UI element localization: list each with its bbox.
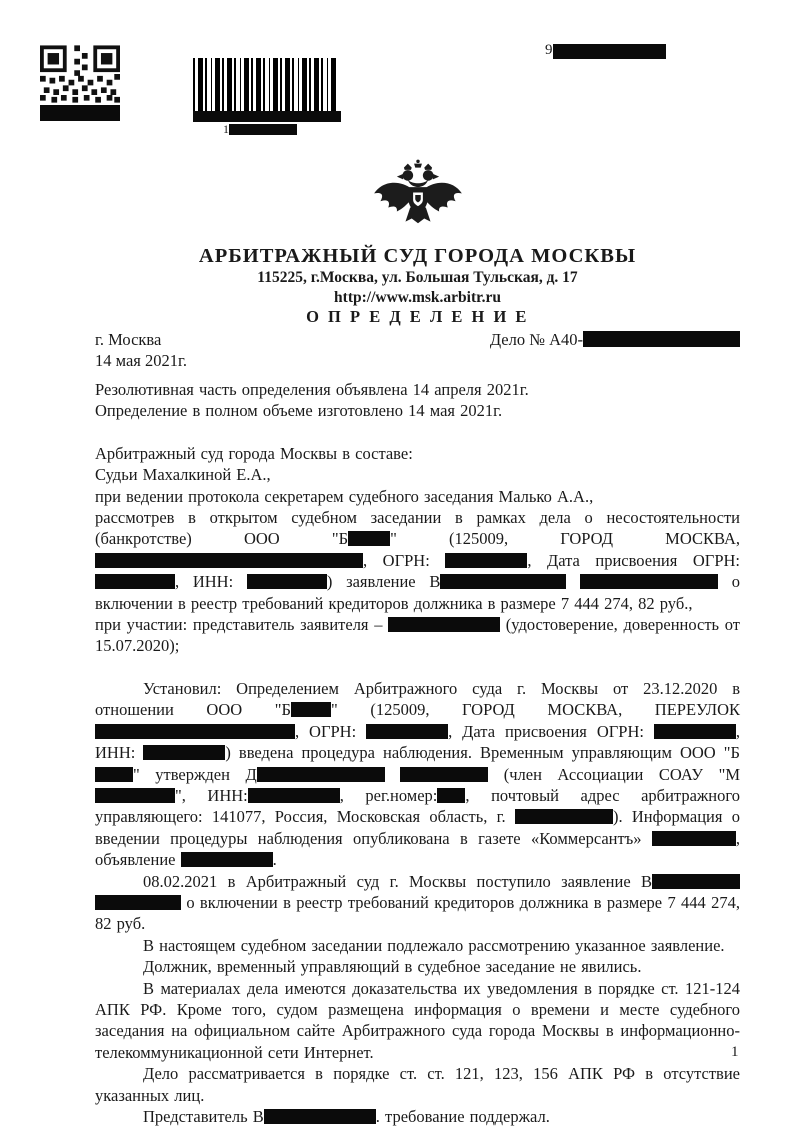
paragraph: Представитель В . требование поддержал. — [143, 1107, 550, 1126]
city-label: г. Москва — [95, 330, 162, 349]
redacted-text — [257, 767, 385, 782]
redacted-text — [95, 553, 363, 568]
document-content — [95, 0, 740, 1127]
barcode-caption-prefix: 1 — [223, 122, 229, 136]
redacted-text — [654, 724, 736, 739]
document-date: 14 мая 2021г. — [95, 351, 188, 370]
case-number-label: Дело № А40- — [489, 330, 583, 349]
redacted-text — [348, 531, 390, 546]
redacted-text — [181, 852, 273, 867]
paragraph: при ведении протокола секретарем судебного заседания Малько А.А., — [95, 486, 594, 506]
paragraph: В настоящем судебном заседании подлежало рассмотрению указанное заявление. — [143, 935, 725, 955]
paragraph: рассмотрев в открытом судебном заседании в рамках дела о несостоятельности (банкротстве) ООО "Б " (125009, ГОРОД МОСКВА, , ОГРН: , Дата присвоения ОГРН: , ИНН: ) заявление В о включении в реестр требований кредиторов должника в размере 7 444 274, 82 руб., — [95, 508, 741, 613]
redacted-text — [95, 767, 133, 782]
redacted-text — [95, 724, 295, 739]
paragraph: Судьи Махалкиной Е.А., — [95, 465, 271, 485]
redacted-text — [445, 553, 527, 568]
redacted-text — [437, 788, 465, 803]
paragraph: 08.02.2021 в Арбитражный суд г. Москвы поступило заявление В о включении в реестр требований кредиторов должника в размере 7 444 274, 82 руб. — [95, 871, 740, 934]
redacted-text — [652, 831, 736, 846]
paragraph: Дело рассматривается в порядке ст. ст. 121, 123, 156 АПК РФ в отсутствие указанных лиц. — [95, 1064, 740, 1105]
redacted-text — [291, 702, 331, 717]
redacted-text — [400, 767, 488, 782]
redacted-text — [440, 574, 566, 589]
paragraph: Определение в полном объеме изготовлено 14 мая 2021г. — [95, 401, 503, 421]
page-number: 1 — [731, 1044, 739, 1060]
redacted-text — [388, 617, 500, 632]
court-website: http://www.msk.arbitr.ru — [334, 289, 501, 306]
paragraph: Установил: Определением Арбитражного суда г. Москвы от 23.12.2020 в отношении ООО "Б " (125009, ГОРОД МОСКВА, ПЕРЕУЛОК , ОГРН: , Дата присвоения ОГРН: , ИНН: ) введена процедура наблюдения. Временным управляющим ООО "Б" утвержден Д (член Ассоциации СОАУ "М", ИНН: , рег.номер: , почтовый адрес арбитражного управляющего: 141077, Россия, Московская область, г. ). Информация о введении процедуры наблюдения опубликована в газете «Коммерсантъ» , объявление . — [95, 678, 740, 870]
serial-prefix: 9 — [545, 42, 553, 58]
redacted-text — [264, 1109, 376, 1124]
coat-of-arms-emblem — [371, 150, 465, 240]
paragraph: Должник, временный управляющий в судебное заседание не явились. — [143, 957, 642, 977]
redacted-text — [95, 895, 181, 910]
redacted-text — [515, 809, 613, 824]
paragraph: при участии: представитель заявителя – (удостоверение, доверенность от 15.07.2020); — [95, 615, 740, 656]
case-row — [95, 329, 740, 350]
redacted-text — [247, 574, 327, 589]
case-number-redaction — [583, 331, 740, 347]
redacted-text — [95, 788, 175, 803]
document-body — [95, 379, 740, 1127]
redacted-text — [143, 745, 225, 760]
redacted-text — [366, 724, 448, 739]
court-name: АРБИТРАЖНЫЙ СУД ГОРОДА МОСКВЫ — [198, 245, 637, 267]
case-number — [490, 329, 740, 350]
redacted-text — [248, 788, 340, 803]
redacted-text — [580, 574, 718, 589]
paragraph: Резолютивная часть определения объявлена 14 апреля 2021г. — [95, 380, 529, 399]
paragraph: Арбитражный суд города Москвы в составе: — [95, 443, 413, 463]
document-type-title: О П Р Е Д Е Л Е Н И Е — [306, 307, 529, 326]
redacted-text — [95, 574, 175, 589]
court-address: 115225, г.Москва, ул. Большая Тульская, д. 17 — [257, 269, 578, 286]
redacted-text — [652, 874, 740, 889]
paragraph: В материалах дела имеются доказательства их уведомления в порядке ст. 121-124 АПК РФ. Кроме того, судом размещена информация о времени и месте судебного заседания на официальном сайте Арбитражного суда города Москвы в информационно-телекоммуникационной сети Интернет. — [95, 978, 740, 1062]
